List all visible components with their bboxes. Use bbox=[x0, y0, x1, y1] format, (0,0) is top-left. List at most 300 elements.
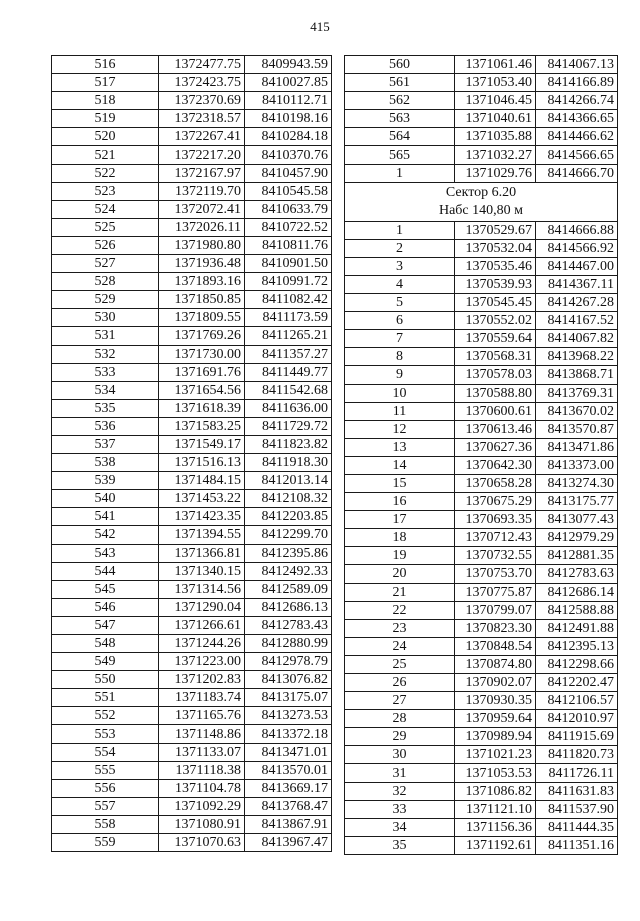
table-row bbox=[52, 635, 332, 653]
x-coordinate-cell: 1371850.85 bbox=[159, 291, 245, 309]
y-coordinate-cell: 8413372.18 bbox=[245, 725, 332, 743]
y-coordinate-cell: 8413669.17 bbox=[245, 779, 332, 797]
y-coordinate-cell: 8410633.79 bbox=[245, 200, 332, 218]
y-coordinate-cell: 8410284.18 bbox=[245, 128, 332, 146]
point-number-cell: 532 bbox=[52, 345, 159, 363]
table-row bbox=[345, 402, 618, 420]
table-row bbox=[345, 728, 618, 746]
x-coordinate-cell: 1370552.02 bbox=[455, 312, 536, 330]
y-coordinate-cell: 8411449.77 bbox=[245, 363, 332, 381]
x-coordinate-cell: 1370874.80 bbox=[455, 655, 536, 673]
y-coordinate-cell: 8412979.29 bbox=[536, 529, 618, 547]
y-coordinate-cell: 8414166.89 bbox=[536, 74, 618, 92]
table-row bbox=[345, 456, 618, 474]
sector-header-row bbox=[345, 182, 618, 221]
x-coordinate-cell: 1371244.26 bbox=[159, 635, 245, 653]
table-row bbox=[345, 56, 618, 74]
table-row bbox=[52, 580, 332, 598]
table-row bbox=[52, 417, 332, 435]
y-coordinate-cell: 8411542.68 bbox=[245, 381, 332, 399]
point-number-cell: 544 bbox=[52, 562, 159, 580]
y-coordinate-cell: 8411915.69 bbox=[536, 728, 618, 746]
table-row bbox=[52, 200, 332, 218]
point-number-cell: 2 bbox=[345, 239, 455, 257]
table-row bbox=[52, 273, 332, 291]
x-coordinate-cell: 1371549.17 bbox=[159, 435, 245, 453]
x-coordinate-cell: 1370539.93 bbox=[455, 275, 536, 293]
x-coordinate-cell: 1370568.31 bbox=[455, 348, 536, 366]
table-row bbox=[345, 782, 618, 800]
y-coordinate-cell: 8414266.74 bbox=[536, 92, 618, 110]
x-coordinate-cell: 1371893.16 bbox=[159, 273, 245, 291]
point-number-cell: 529 bbox=[52, 291, 159, 309]
x-coordinate-cell: 1370613.46 bbox=[455, 420, 536, 438]
table-row bbox=[52, 472, 332, 490]
x-coordinate-cell: 1371314.56 bbox=[159, 580, 245, 598]
x-coordinate-cell: 1371061.46 bbox=[455, 56, 536, 74]
point-number-cell: 528 bbox=[52, 273, 159, 291]
table-row bbox=[52, 797, 332, 815]
point-number-cell: 13 bbox=[345, 438, 455, 456]
x-coordinate-cell: 1370658.28 bbox=[455, 474, 536, 492]
point-number-cell: 550 bbox=[52, 671, 159, 689]
point-number-cell: 6 bbox=[345, 312, 455, 330]
y-coordinate-cell: 8412013.14 bbox=[245, 472, 332, 490]
x-coordinate-cell: 1371032.27 bbox=[455, 146, 536, 164]
point-number-cell: 554 bbox=[52, 743, 159, 761]
point-number-cell: 536 bbox=[52, 417, 159, 435]
point-number-cell: 535 bbox=[52, 399, 159, 417]
table-row bbox=[52, 309, 332, 327]
x-coordinate-cell: 1370902.07 bbox=[455, 674, 536, 692]
x-coordinate-cell: 1370989.94 bbox=[455, 728, 536, 746]
y-coordinate-cell: 8410811.76 bbox=[245, 236, 332, 254]
x-coordinate-cell: 1370532.04 bbox=[455, 239, 536, 257]
point-number-cell: 530 bbox=[52, 309, 159, 327]
x-coordinate-cell: 1370559.64 bbox=[455, 330, 536, 348]
sector-title: Сектор 6.20 bbox=[445, 184, 517, 200]
y-coordinate-cell: 8414366.65 bbox=[536, 110, 618, 128]
x-coordinate-cell: 1371133.07 bbox=[159, 743, 245, 761]
table-row bbox=[345, 348, 618, 366]
point-number-cell: 12 bbox=[345, 420, 455, 438]
y-coordinate-cell: 8412203.85 bbox=[245, 508, 332, 526]
table-row bbox=[345, 836, 618, 854]
point-number-cell: 543 bbox=[52, 544, 159, 562]
y-coordinate-cell: 8410370.76 bbox=[245, 146, 332, 164]
y-coordinate-cell: 8413867.91 bbox=[245, 815, 332, 833]
table-row bbox=[345, 420, 618, 438]
table-row bbox=[52, 435, 332, 453]
table-row bbox=[52, 381, 332, 399]
point-number-cell: 557 bbox=[52, 797, 159, 815]
table-row bbox=[345, 511, 618, 529]
table-row bbox=[345, 330, 618, 348]
table-row bbox=[52, 74, 332, 92]
point-number-cell: 17 bbox=[345, 511, 455, 529]
point-number-cell: 560 bbox=[345, 56, 455, 74]
y-coordinate-cell: 8414467.00 bbox=[536, 257, 618, 275]
x-coordinate-cell: 1371046.45 bbox=[455, 92, 536, 110]
y-coordinate-cell: 8414367.11 bbox=[536, 275, 618, 293]
x-coordinate-cell: 1371104.78 bbox=[159, 779, 245, 797]
table-row bbox=[345, 601, 618, 619]
table-row bbox=[52, 327, 332, 345]
point-number-cell: 527 bbox=[52, 255, 159, 273]
table-row bbox=[52, 291, 332, 309]
x-coordinate-cell: 1371040.61 bbox=[455, 110, 536, 128]
table-row bbox=[52, 526, 332, 544]
table-row bbox=[52, 671, 332, 689]
x-coordinate-cell: 1370529.67 bbox=[455, 221, 536, 239]
y-coordinate-cell: 8412686.14 bbox=[536, 583, 618, 601]
point-number-cell: 540 bbox=[52, 490, 159, 508]
x-coordinate-cell: 1371192.61 bbox=[455, 836, 536, 854]
x-coordinate-cell: 1370600.61 bbox=[455, 402, 536, 420]
point-number-cell: 525 bbox=[52, 218, 159, 236]
x-coordinate-cell: 1371148.86 bbox=[159, 725, 245, 743]
y-coordinate-cell: 8413570.01 bbox=[245, 761, 332, 779]
table-row bbox=[52, 454, 332, 472]
table-row bbox=[345, 619, 618, 637]
y-coordinate-cell: 8413373.00 bbox=[536, 456, 618, 474]
point-number-cell: 16 bbox=[345, 493, 455, 511]
table-row bbox=[345, 710, 618, 728]
y-coordinate-cell: 8413967.47 bbox=[245, 834, 332, 852]
point-number-cell: 551 bbox=[52, 689, 159, 707]
table-row bbox=[52, 743, 332, 761]
x-coordinate-cell: 1372318.57 bbox=[159, 110, 245, 128]
right-coordinate-table bbox=[344, 55, 618, 855]
x-coordinate-cell: 1370775.87 bbox=[455, 583, 536, 601]
y-coordinate-cell: 8410112.71 bbox=[245, 92, 332, 110]
x-coordinate-cell: 1371516.13 bbox=[159, 454, 245, 472]
y-coordinate-cell: 8414167.52 bbox=[536, 312, 618, 330]
point-number-cell: 564 bbox=[345, 128, 455, 146]
x-coordinate-cell: 1371118.38 bbox=[159, 761, 245, 779]
x-coordinate-cell: 1370675.29 bbox=[455, 493, 536, 511]
table-row bbox=[345, 655, 618, 673]
table-row bbox=[345, 800, 618, 818]
x-coordinate-cell: 1372370.69 bbox=[159, 92, 245, 110]
point-number-cell: 34 bbox=[345, 818, 455, 836]
x-coordinate-cell: 1370959.64 bbox=[455, 710, 536, 728]
y-coordinate-cell: 8412299.70 bbox=[245, 526, 332, 544]
y-coordinate-cell: 8413273.53 bbox=[245, 707, 332, 725]
x-coordinate-cell: 1370799.07 bbox=[455, 601, 536, 619]
y-coordinate-cell: 8411636.00 bbox=[245, 399, 332, 417]
y-coordinate-cell: 8413868.71 bbox=[536, 366, 618, 384]
y-coordinate-cell: 8412106.57 bbox=[536, 692, 618, 710]
table-row bbox=[52, 707, 332, 725]
y-coordinate-cell: 8413768.47 bbox=[245, 797, 332, 815]
x-coordinate-cell: 1371035.88 bbox=[455, 128, 536, 146]
table-row bbox=[52, 182, 332, 200]
point-number-cell: 28 bbox=[345, 710, 455, 728]
point-number-cell: 22 bbox=[345, 601, 455, 619]
point-number-cell: 11 bbox=[345, 402, 455, 420]
table-row bbox=[52, 56, 332, 74]
point-number-cell: 534 bbox=[52, 381, 159, 399]
point-number-cell: 518 bbox=[52, 92, 159, 110]
table-row bbox=[345, 128, 618, 146]
point-number-cell: 7 bbox=[345, 330, 455, 348]
point-number-cell: 538 bbox=[52, 454, 159, 472]
sector-subtitle: Набс 140,80 м bbox=[438, 202, 524, 218]
point-number-cell: 521 bbox=[52, 146, 159, 164]
x-coordinate-cell: 1370578.03 bbox=[455, 366, 536, 384]
table-row bbox=[345, 474, 618, 492]
x-coordinate-cell: 1371691.76 bbox=[159, 363, 245, 381]
y-coordinate-cell: 8414566.92 bbox=[536, 239, 618, 257]
table-row bbox=[52, 92, 332, 110]
y-coordinate-cell: 8412108.32 bbox=[245, 490, 332, 508]
point-number-cell: 14 bbox=[345, 456, 455, 474]
point-number-cell: 18 bbox=[345, 529, 455, 547]
table-row bbox=[345, 692, 618, 710]
y-coordinate-cell: 8410901.50 bbox=[245, 255, 332, 273]
table-row bbox=[345, 637, 618, 655]
table-row bbox=[52, 725, 332, 743]
point-number-cell: 26 bbox=[345, 674, 455, 692]
x-coordinate-cell: 1371266.61 bbox=[159, 616, 245, 634]
y-coordinate-cell: 8412010.97 bbox=[536, 710, 618, 728]
y-coordinate-cell: 8413670.02 bbox=[536, 402, 618, 420]
y-coordinate-cell: 8412783.63 bbox=[536, 565, 618, 583]
y-coordinate-cell: 8411082.42 bbox=[245, 291, 332, 309]
point-number-cell: 549 bbox=[52, 653, 159, 671]
table-row bbox=[345, 275, 618, 293]
table-row bbox=[345, 294, 618, 312]
x-coordinate-cell: 1372423.75 bbox=[159, 74, 245, 92]
x-coordinate-cell: 1371730.00 bbox=[159, 345, 245, 363]
point-number-cell: 563 bbox=[345, 110, 455, 128]
y-coordinate-cell: 8411918.30 bbox=[245, 454, 332, 472]
y-coordinate-cell: 8410457.90 bbox=[245, 164, 332, 182]
table-row bbox=[52, 598, 332, 616]
table-row bbox=[52, 508, 332, 526]
table-row bbox=[345, 547, 618, 565]
y-coordinate-cell: 8412881.35 bbox=[536, 547, 618, 565]
table-row bbox=[52, 146, 332, 164]
x-coordinate-cell: 1371086.82 bbox=[455, 782, 536, 800]
table-row bbox=[345, 164, 618, 182]
left-coordinate-table bbox=[51, 55, 332, 852]
table-row bbox=[345, 366, 618, 384]
point-number-cell: 533 bbox=[52, 363, 159, 381]
point-number-cell: 519 bbox=[52, 110, 159, 128]
x-coordinate-cell: 1371165.76 bbox=[159, 707, 245, 725]
y-coordinate-cell: 8414466.62 bbox=[536, 128, 618, 146]
y-coordinate-cell: 8413769.31 bbox=[536, 384, 618, 402]
point-number-cell: 541 bbox=[52, 508, 159, 526]
point-number-cell: 29 bbox=[345, 728, 455, 746]
point-number-cell: 31 bbox=[345, 764, 455, 782]
point-number-cell: 25 bbox=[345, 655, 455, 673]
table-row bbox=[52, 544, 332, 562]
x-coordinate-cell: 1371366.81 bbox=[159, 544, 245, 562]
x-coordinate-cell: 1371394.55 bbox=[159, 526, 245, 544]
point-number-cell: 4 bbox=[345, 275, 455, 293]
y-coordinate-cell: 8410198.16 bbox=[245, 110, 332, 128]
y-coordinate-cell: 8412978.79 bbox=[245, 653, 332, 671]
x-coordinate-cell: 1370823.30 bbox=[455, 619, 536, 637]
table-row bbox=[345, 746, 618, 764]
y-coordinate-cell: 8412589.09 bbox=[245, 580, 332, 598]
table-row bbox=[52, 616, 332, 634]
table-row bbox=[52, 236, 332, 254]
table-row bbox=[52, 779, 332, 797]
point-number-cell: 517 bbox=[52, 74, 159, 92]
table-row bbox=[345, 493, 618, 511]
point-number-cell: 558 bbox=[52, 815, 159, 833]
table-row bbox=[345, 312, 618, 330]
x-coordinate-cell: 1370693.35 bbox=[455, 511, 536, 529]
point-number-cell: 1 bbox=[345, 164, 455, 182]
x-coordinate-cell: 1370627.36 bbox=[455, 438, 536, 456]
table-row bbox=[52, 562, 332, 580]
x-coordinate-cell: 1371021.23 bbox=[455, 746, 536, 764]
y-coordinate-cell: 8414566.65 bbox=[536, 146, 618, 164]
y-coordinate-cell: 8411726.11 bbox=[536, 764, 618, 782]
x-coordinate-cell: 1370588.80 bbox=[455, 384, 536, 402]
table-row bbox=[345, 529, 618, 547]
x-coordinate-cell: 1372477.75 bbox=[159, 56, 245, 74]
x-coordinate-cell: 1371223.00 bbox=[159, 653, 245, 671]
x-coordinate-cell: 1371029.76 bbox=[455, 164, 536, 182]
y-coordinate-cell: 8412298.66 bbox=[536, 655, 618, 673]
y-coordinate-cell: 8414666.88 bbox=[536, 221, 618, 239]
y-coordinate-cell: 8412492.33 bbox=[245, 562, 332, 580]
y-coordinate-cell: 8412686.13 bbox=[245, 598, 332, 616]
x-coordinate-cell: 1371092.29 bbox=[159, 797, 245, 815]
y-coordinate-cell: 8411357.27 bbox=[245, 345, 332, 363]
point-number-cell: 556 bbox=[52, 779, 159, 797]
table-row bbox=[52, 834, 332, 852]
point-number-cell: 526 bbox=[52, 236, 159, 254]
point-number-cell: 531 bbox=[52, 327, 159, 345]
table-row bbox=[345, 257, 618, 275]
y-coordinate-cell: 8411729.72 bbox=[245, 417, 332, 435]
point-number-cell: 3 bbox=[345, 257, 455, 275]
table-row bbox=[345, 438, 618, 456]
x-coordinate-cell: 1371583.25 bbox=[159, 417, 245, 435]
x-coordinate-cell: 1371080.91 bbox=[159, 815, 245, 833]
x-coordinate-cell: 1371290.04 bbox=[159, 598, 245, 616]
table-row bbox=[52, 490, 332, 508]
y-coordinate-cell: 8410545.58 bbox=[245, 182, 332, 200]
point-number-cell: 552 bbox=[52, 707, 159, 725]
point-number-cell: 19 bbox=[345, 547, 455, 565]
table-row bbox=[345, 764, 618, 782]
table-row bbox=[345, 239, 618, 257]
y-coordinate-cell: 8409943.59 bbox=[245, 56, 332, 74]
x-coordinate-cell: 1371202.83 bbox=[159, 671, 245, 689]
x-coordinate-cell: 1372119.70 bbox=[159, 182, 245, 200]
x-coordinate-cell: 1371618.39 bbox=[159, 399, 245, 417]
y-coordinate-cell: 8411537.90 bbox=[536, 800, 618, 818]
y-coordinate-cell: 8412395.13 bbox=[536, 637, 618, 655]
x-coordinate-cell: 1371070.63 bbox=[159, 834, 245, 852]
table-row bbox=[52, 110, 332, 128]
x-coordinate-cell: 1372217.20 bbox=[159, 146, 245, 164]
point-number-cell: 30 bbox=[345, 746, 455, 764]
x-coordinate-cell: 1371183.74 bbox=[159, 689, 245, 707]
point-number-cell: 539 bbox=[52, 472, 159, 490]
point-number-cell: 546 bbox=[52, 598, 159, 616]
point-number-cell: 565 bbox=[345, 146, 455, 164]
x-coordinate-cell: 1371809.55 bbox=[159, 309, 245, 327]
table-row bbox=[52, 399, 332, 417]
table-row bbox=[345, 674, 618, 692]
y-coordinate-cell: 8411631.83 bbox=[536, 782, 618, 800]
y-coordinate-cell: 8414267.28 bbox=[536, 294, 618, 312]
x-coordinate-cell: 1371769.26 bbox=[159, 327, 245, 345]
x-coordinate-cell: 1372167.97 bbox=[159, 164, 245, 182]
y-coordinate-cell: 8410027.85 bbox=[245, 74, 332, 92]
table-row bbox=[52, 128, 332, 146]
y-coordinate-cell: 8411444.35 bbox=[536, 818, 618, 836]
point-number-cell: 524 bbox=[52, 200, 159, 218]
x-coordinate-cell: 1372267.41 bbox=[159, 128, 245, 146]
table-row bbox=[345, 221, 618, 239]
table-row bbox=[345, 74, 618, 92]
x-coordinate-cell: 1370930.35 bbox=[455, 692, 536, 710]
point-number-cell: 10 bbox=[345, 384, 455, 402]
x-coordinate-cell: 1371121.10 bbox=[455, 800, 536, 818]
table-row bbox=[52, 815, 332, 833]
table-row bbox=[345, 384, 618, 402]
point-number-cell: 561 bbox=[345, 74, 455, 92]
point-number-cell: 537 bbox=[52, 435, 159, 453]
page-number: 415 bbox=[310, 19, 330, 34]
point-number-cell: 542 bbox=[52, 526, 159, 544]
point-number-cell: 21 bbox=[345, 583, 455, 601]
y-coordinate-cell: 8414067.82 bbox=[536, 330, 618, 348]
y-coordinate-cell: 8410991.72 bbox=[245, 273, 332, 291]
table-row bbox=[345, 92, 618, 110]
x-coordinate-cell: 1372026.11 bbox=[159, 218, 245, 236]
x-coordinate-cell: 1371423.35 bbox=[159, 508, 245, 526]
x-coordinate-cell: 1371053.40 bbox=[455, 74, 536, 92]
x-coordinate-cell: 1370535.46 bbox=[455, 257, 536, 275]
table-row bbox=[52, 255, 332, 273]
point-number-cell: 35 bbox=[345, 836, 455, 854]
x-coordinate-cell: 1370545.45 bbox=[455, 294, 536, 312]
y-coordinate-cell: 8411820.73 bbox=[536, 746, 618, 764]
point-number-cell: 547 bbox=[52, 616, 159, 634]
point-number-cell: 5 bbox=[345, 294, 455, 312]
table-row bbox=[52, 345, 332, 363]
table-row bbox=[345, 565, 618, 583]
y-coordinate-cell: 8414666.70 bbox=[536, 164, 618, 182]
y-coordinate-cell: 8413570.87 bbox=[536, 420, 618, 438]
point-number-cell: 15 bbox=[345, 474, 455, 492]
point-number-cell: 27 bbox=[345, 692, 455, 710]
point-number-cell: 523 bbox=[52, 182, 159, 200]
y-coordinate-cell: 8412202.47 bbox=[536, 674, 618, 692]
y-coordinate-cell: 8410722.52 bbox=[245, 218, 332, 236]
point-number-cell: 8 bbox=[345, 348, 455, 366]
x-coordinate-cell: 1370753.70 bbox=[455, 565, 536, 583]
y-coordinate-cell: 8413076.82 bbox=[245, 671, 332, 689]
point-number-cell: 32 bbox=[345, 782, 455, 800]
point-number-cell: 9 bbox=[345, 366, 455, 384]
y-coordinate-cell: 8413175.07 bbox=[245, 689, 332, 707]
y-coordinate-cell: 8412491.88 bbox=[536, 619, 618, 637]
point-number-cell: 1 bbox=[345, 221, 455, 239]
point-number-cell: 548 bbox=[52, 635, 159, 653]
